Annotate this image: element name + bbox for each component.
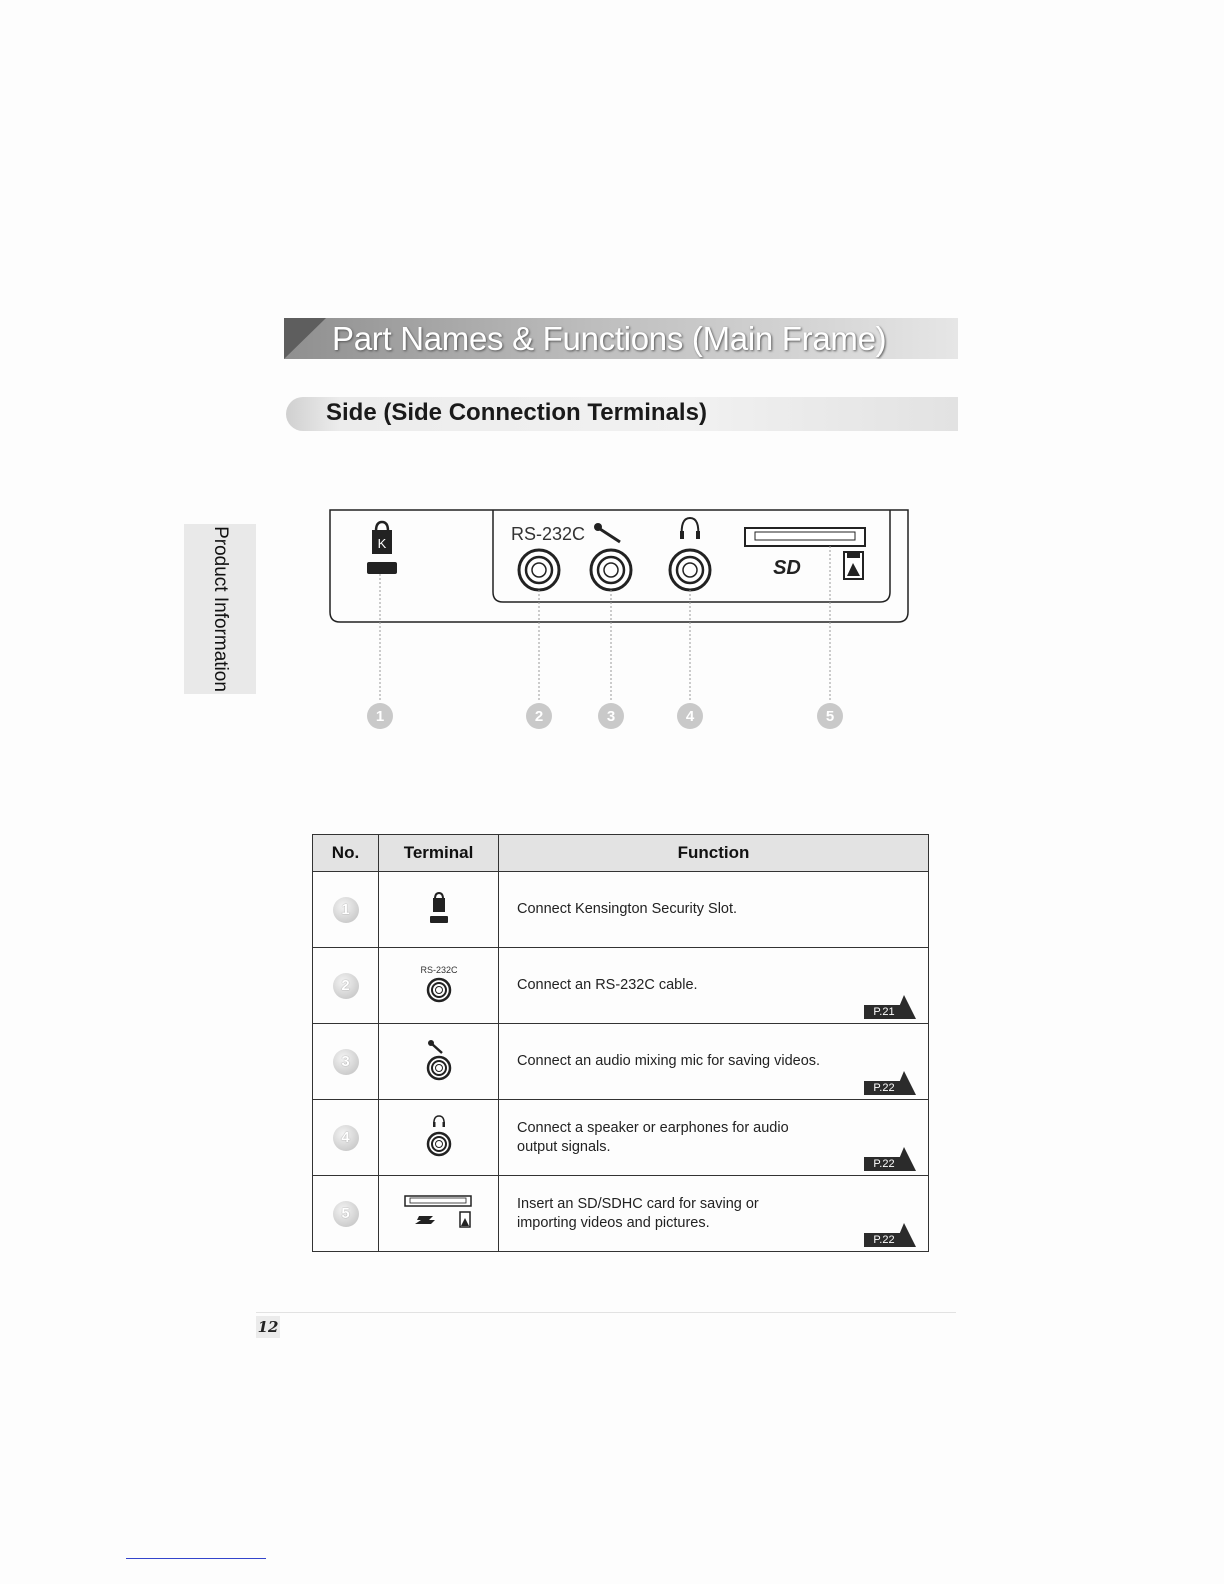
rs232c-jack-icon — [414, 964, 464, 1004]
side-tab-label: Product Information — [210, 526, 231, 692]
row-number-cell — [313, 872, 379, 948]
page-title: Part Names & Functions (Main Frame) — [332, 320, 887, 357]
terminal-function-table — [312, 834, 929, 1252]
callout-3-label: 3 — [606, 708, 616, 725]
sd-card-slot-icon — [745, 528, 865, 579]
headphone-icon — [680, 518, 700, 539]
function-text: Connect Kensington Security Slot. — [517, 901, 738, 917]
kensington-slot — [367, 562, 397, 574]
table-row — [313, 1176, 929, 1252]
terminal-cell — [379, 948, 499, 1024]
page-ref-badge[interactable] — [864, 995, 916, 1019]
page-ref-label: P.22 — [864, 1157, 904, 1171]
kensington-lock-icon — [427, 891, 451, 925]
row-number: 5 — [333, 1201, 359, 1227]
function-cell — [499, 872, 929, 948]
microphone-jack-icon — [591, 550, 631, 590]
terminal-cell — [379, 1024, 499, 1100]
page-ref-label: P.22 — [864, 1233, 904, 1247]
page-number: 12 — [257, 1318, 279, 1336]
footer-divider — [256, 1312, 956, 1313]
function-cell — [499, 1176, 929, 1252]
table-row — [313, 872, 929, 948]
page-ref-label: P.22 — [864, 1081, 904, 1095]
callout-2-label: 2 — [534, 708, 544, 725]
microphone-icon — [594, 523, 620, 542]
kensington-lock-icon — [367, 522, 397, 574]
sd-logo: SD — [773, 557, 801, 579]
rs232c-small-label: RS-232C — [419, 964, 458, 975]
microphone-jack-icon — [424, 1038, 454, 1082]
section-heading-bar — [286, 397, 958, 431]
row-number-cell — [313, 1100, 379, 1176]
rs232c-label: RS-232C — [511, 524, 586, 544]
page-ref-badge[interactable] — [864, 1223, 916, 1247]
table-row — [313, 1024, 929, 1100]
terminal-cell — [379, 1100, 499, 1176]
table-header-row — [313, 835, 929, 872]
kensington-letter: K — [377, 536, 387, 551]
bottom-link-line — [126, 1558, 266, 1559]
row-number: 2 — [333, 973, 359, 999]
header-no: No. — [313, 835, 379, 872]
page-ref-badge[interactable] — [864, 1071, 916, 1095]
function-text: Connect an audio mixing mic for saving videos. — [517, 1053, 821, 1069]
function-cell — [499, 948, 929, 1024]
function-cell — [499, 1024, 929, 1100]
row-number-cell — [313, 1024, 379, 1100]
page-title-banner — [284, 318, 958, 359]
page-ref-badge[interactable] — [864, 1147, 916, 1171]
row-number: 1 — [333, 897, 359, 923]
row-number: 3 — [333, 1049, 359, 1075]
rs232c-jack-icon — [519, 550, 559, 590]
function-text: Connect an RS-232C cable. — [517, 977, 698, 993]
row-number-cell — [313, 948, 379, 1024]
function-text: Connect a speaker or earphones for audio output signals. — [517, 1119, 789, 1155]
headphone-jack-icon — [424, 1114, 454, 1158]
section-heading: Side (Side Connection Terminals) — [326, 399, 707, 426]
callout-5-label: 5 — [825, 708, 835, 725]
page-ref-label: P.21 — [864, 1005, 904, 1019]
table-row — [313, 948, 929, 1024]
headphone-jack-icon — [670, 550, 710, 590]
function-text: Insert an SD/SDHC card for saving or importing videos and pictures. — [517, 1195, 759, 1231]
header-function: Function — [499, 835, 929, 872]
row-number-cell — [313, 1176, 379, 1252]
side-panel-diagram — [300, 500, 940, 750]
header-terminal: Terminal — [379, 835, 499, 872]
terminal-cell — [379, 1176, 499, 1252]
function-cell — [499, 1100, 929, 1176]
table-row — [313, 1100, 929, 1176]
row-number: 4 — [333, 1125, 359, 1151]
callout-4-label: 4 — [685, 708, 695, 725]
terminal-cell — [379, 872, 499, 948]
sd-card-slot-icon — [403, 1194, 475, 1230]
side-tab — [184, 524, 256, 694]
callout-1-label: 1 — [375, 708, 385, 725]
